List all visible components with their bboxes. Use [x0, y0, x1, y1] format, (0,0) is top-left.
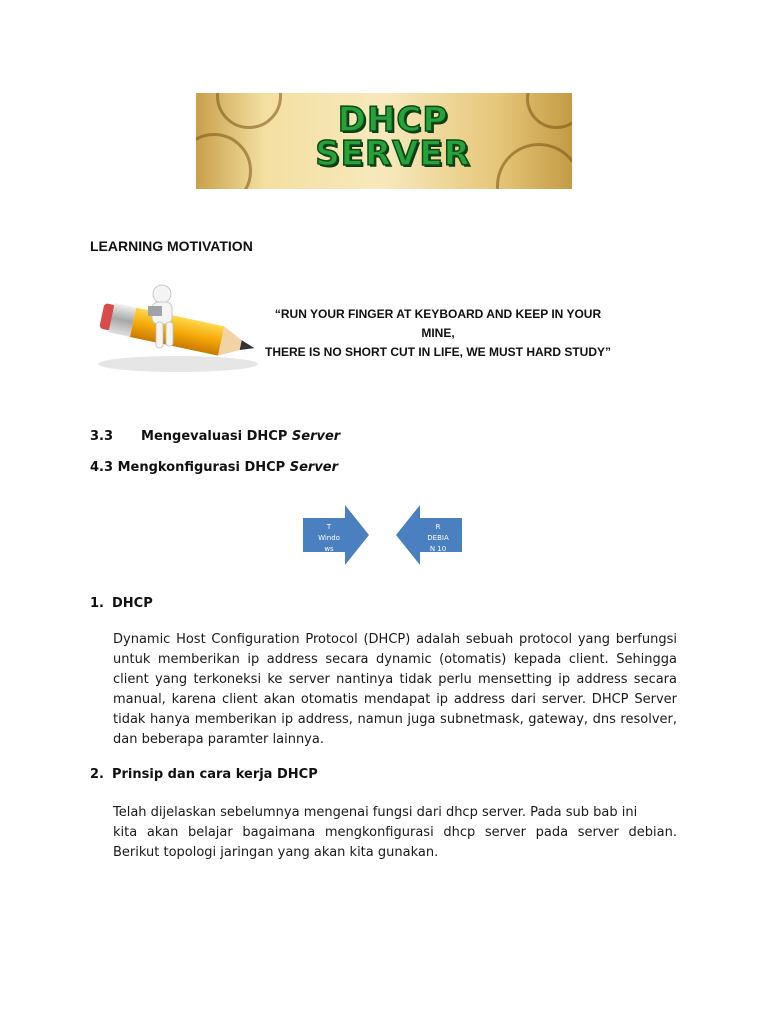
client-arrow-label: CLIEN T Windo ws [318, 512, 340, 553]
ornament-swirl [196, 133, 252, 189]
motivation-quote [260, 305, 616, 362]
competency-4-3 [90, 460, 338, 475]
competency-number: 4.3 [90, 460, 114, 475]
competency-number: 3.3 [90, 429, 114, 444]
ornament-swirl [496, 143, 572, 189]
competency-3-3 [90, 429, 340, 444]
ornament-swirl [526, 93, 572, 129]
section-1-heading [90, 596, 153, 611]
ornament-swirl [216, 93, 282, 129]
client-arrow [303, 505, 369, 565]
server-arrow [396, 505, 462, 565]
competency-text: Mengevaluasi DHCP [141, 429, 288, 444]
competency-italic: Server [291, 429, 341, 444]
dhcp-server-banner [196, 93, 572, 189]
quote-line-1: “RUN YOUR FINGER AT KEYBOARD AND KEEP IN YOUR MINE, [274, 307, 602, 340]
section-2-paragraph-line-1: Telah dijelaskan sebelumnya mengenai fungsi dari dhcp server. Pada sub bab ini [113, 805, 638, 820]
learning-motivation-heading: LEARNING MOTIVATION [90, 238, 253, 254]
section-1-paragraph: Dynamic Host Configuration Protocol (DHCP) adalah sebuah protocol yang berfungsi untuk memberikan ip address secara dynamic (otomatis) kepada client. Sehingga client yang terkoneksi ke server nantinya tidak perlu mensetting ip address secara manual, karena client akan otomatis mendapat ip address dari server. DHCP Server tidak hanya memberikan ip address, namun juga subnetmask, gateway, dns resolver, dan beberapa paramter lainnya. [113, 632, 677, 747]
section-2-heading [90, 767, 318, 782]
pencil-person-illustration [86, 282, 262, 378]
competency-italic: Server [289, 460, 339, 475]
section-title: Prinsip dan cara kerja DHCP [111, 767, 318, 782]
section-2-paragraph-rest: kita akan belajar bagaimana mengkonfigurasi dhcp server pada server debian. Berikut topologi jaringan yang akan kita gunakan. [113, 825, 677, 860]
section-number: 1. [90, 596, 104, 611]
section-2-paragraph [113, 803, 677, 863]
section-title: DHCP [111, 596, 153, 611]
section-number: 2. [90, 767, 104, 782]
server-arrow-label: SERVE R DEBIA N 10 [426, 512, 450, 553]
banner-title-line2: SERVER [315, 134, 471, 174]
competency-text: Mengkonfigurasi DHCP [117, 460, 286, 475]
banner-title-line1: DHCP [337, 100, 449, 140]
quote-line-2: THERE IS NO SHORT CUT IN LIFE, WE MUST HARD STUDY” [264, 345, 611, 359]
